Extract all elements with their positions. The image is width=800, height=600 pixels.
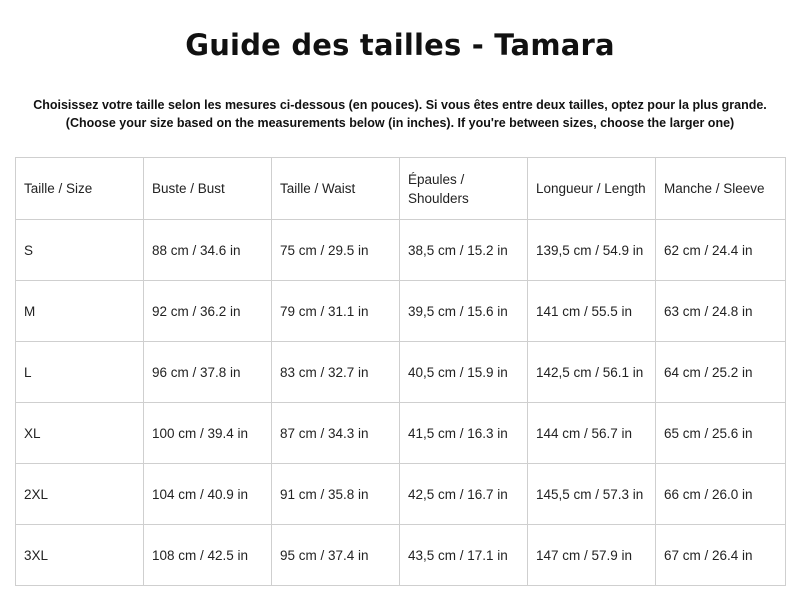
cell-bust: 92 cm / 36.2 in [144, 281, 272, 342]
cell-bust: 100 cm / 39.4 in [144, 403, 272, 464]
cell-size: 2XL [16, 464, 144, 525]
cell-bust: 96 cm / 37.8 in [144, 342, 272, 403]
cell-bust: 88 cm / 34.6 in [144, 220, 272, 281]
cell-length: 139,5 cm / 54.9 in [528, 220, 656, 281]
size-chart-table [15, 157, 786, 586]
cell-length: 145,5 cm / 57.3 in [528, 464, 656, 525]
table-header-row [16, 158, 786, 220]
cell-sleeve: 67 cm / 26.4 in [656, 525, 786, 586]
cell-length: 142,5 cm / 56.1 in [528, 342, 656, 403]
cell-sleeve: 63 cm / 24.8 in [656, 281, 786, 342]
cell-sleeve: 62 cm / 24.4 in [656, 220, 786, 281]
table-row [16, 403, 786, 464]
cell-waist: 91 cm / 35.8 in [272, 464, 400, 525]
cell-bust: 108 cm / 42.5 in [144, 525, 272, 586]
cell-shoulders: 41,5 cm / 16.3 in [400, 403, 528, 464]
table-row [16, 220, 786, 281]
table-row [16, 342, 786, 403]
cell-size: S [16, 220, 144, 281]
cell-size: 3XL [16, 525, 144, 586]
cell-sleeve: 66 cm / 26.0 in [656, 464, 786, 525]
table-row [16, 464, 786, 525]
cell-length: 147 cm / 57.9 in [528, 525, 656, 586]
cell-length: 144 cm / 56.7 in [528, 403, 656, 464]
cell-waist: 95 cm / 37.4 in [272, 525, 400, 586]
table-row [16, 525, 786, 586]
cell-size: M [16, 281, 144, 342]
header-bust: Buste / Bust [144, 158, 272, 220]
cell-waist: 87 cm / 34.3 in [272, 403, 400, 464]
header-waist: Taille / Waist [272, 158, 400, 220]
page-title: Guide des tailles - Tamara [185, 28, 615, 62]
header-length: Longueur / Length [528, 158, 656, 220]
cell-length: 141 cm / 55.5 in [528, 281, 656, 342]
cell-sleeve: 65 cm / 25.6 in [656, 403, 786, 464]
cell-waist: 75 cm / 29.5 in [272, 220, 400, 281]
cell-size: L [16, 342, 144, 403]
cell-waist: 79 cm / 31.1 in [272, 281, 400, 342]
cell-sleeve: 64 cm / 25.2 in [656, 342, 786, 403]
instructions-french: Choisissez votre taille selon les mesures ci-dessous (en pouces). Si vous êtes entre deux tailles, optez pour la plus grande. [33, 98, 767, 112]
cell-shoulders: 42,5 cm / 16.7 in [400, 464, 528, 525]
instructions [0, 96, 800, 132]
cell-bust: 104 cm / 40.9 in [144, 464, 272, 525]
instructions-english: (Choose your size based on the measurements below (in inches). If you're between sizes, choose the larger one) [65, 116, 735, 130]
cell-shoulders: 43,5 cm / 17.1 in [400, 525, 528, 586]
table-row [16, 281, 786, 342]
cell-waist: 83 cm / 32.7 in [272, 342, 400, 403]
cell-shoulders: 40,5 cm / 15.9 in [400, 342, 528, 403]
cell-shoulders: 38,5 cm / 15.2 in [400, 220, 528, 281]
cell-shoulders: 39,5 cm / 15.6 in [400, 281, 528, 342]
cell-size: XL [16, 403, 144, 464]
header-size: Taille / Size [16, 158, 144, 220]
header-shoulders: Épaules / Shoulders [400, 158, 528, 220]
header-sleeve: Manche / Sleeve [656, 158, 786, 220]
